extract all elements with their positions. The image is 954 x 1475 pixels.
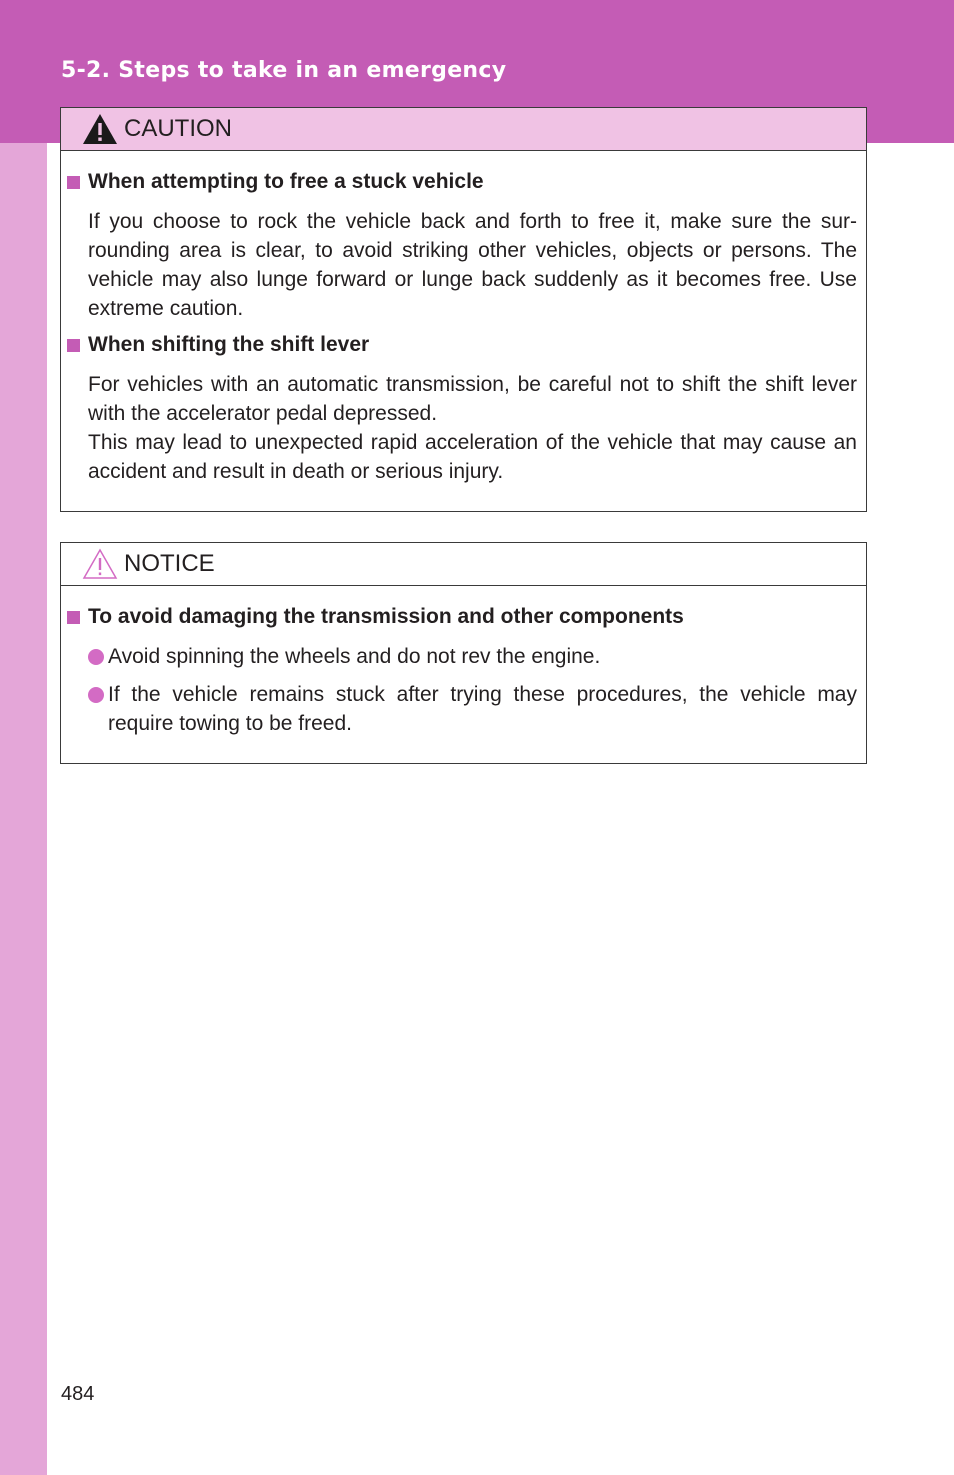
square-bullet-icon (67, 339, 80, 352)
notice-body (61, 586, 866, 738)
caution-subheading: When shifting the shift lever (67, 332, 857, 358)
caution-paragraph: If you choose to rock the vehicle back and forth to free it, make sure the sur-rounding area is clear, to avoid striking other vehicles, objects or persons. The vehicle may also lunge forward or lunge back suddenly as it becomes free. Use extreme caution. (88, 210, 857, 320)
round-bullet-icon (88, 687, 104, 703)
notice-box (60, 542, 867, 764)
square-bullet-icon (67, 611, 80, 624)
caution-paragraph: This may lead to unexpected rapid acceleration of the vehicle that may cause an accident and result in death or serious injury. (88, 431, 857, 483)
caution-body (61, 151, 866, 486)
page-number: 484 (61, 1383, 95, 1405)
notice-header (61, 543, 866, 586)
notice-bullet-item: Avoid spinning the wheels and do not rev the engine. (67, 642, 857, 671)
caution-subheading: When attempting to free a stuck vehicle (67, 169, 857, 195)
square-bullet-icon (67, 176, 80, 189)
caution-box (60, 107, 867, 512)
round-bullet-icon (88, 649, 104, 665)
caution-paragraph: For vehicles with an automatic transmission, be careful not to shift the shift lever with the accelerator pedal depressed. (88, 373, 857, 425)
notice-bullet-item: If the vehicle remains stuck after trying these procedures, the vehicle may require towing to be freed. (67, 680, 857, 738)
caution-label: CAUTION (124, 115, 232, 142)
caution-header (61, 108, 866, 151)
notice-subheading: To avoid damaging the transmission and other components (67, 604, 857, 630)
section-title: 5-2. Steps to take in an emergency (61, 58, 507, 83)
warning-triangle-outline-icon (82, 548, 118, 580)
notice-label: NOTICE (124, 550, 215, 577)
side-band (0, 143, 47, 1475)
warning-triangle-filled-icon (82, 113, 118, 145)
